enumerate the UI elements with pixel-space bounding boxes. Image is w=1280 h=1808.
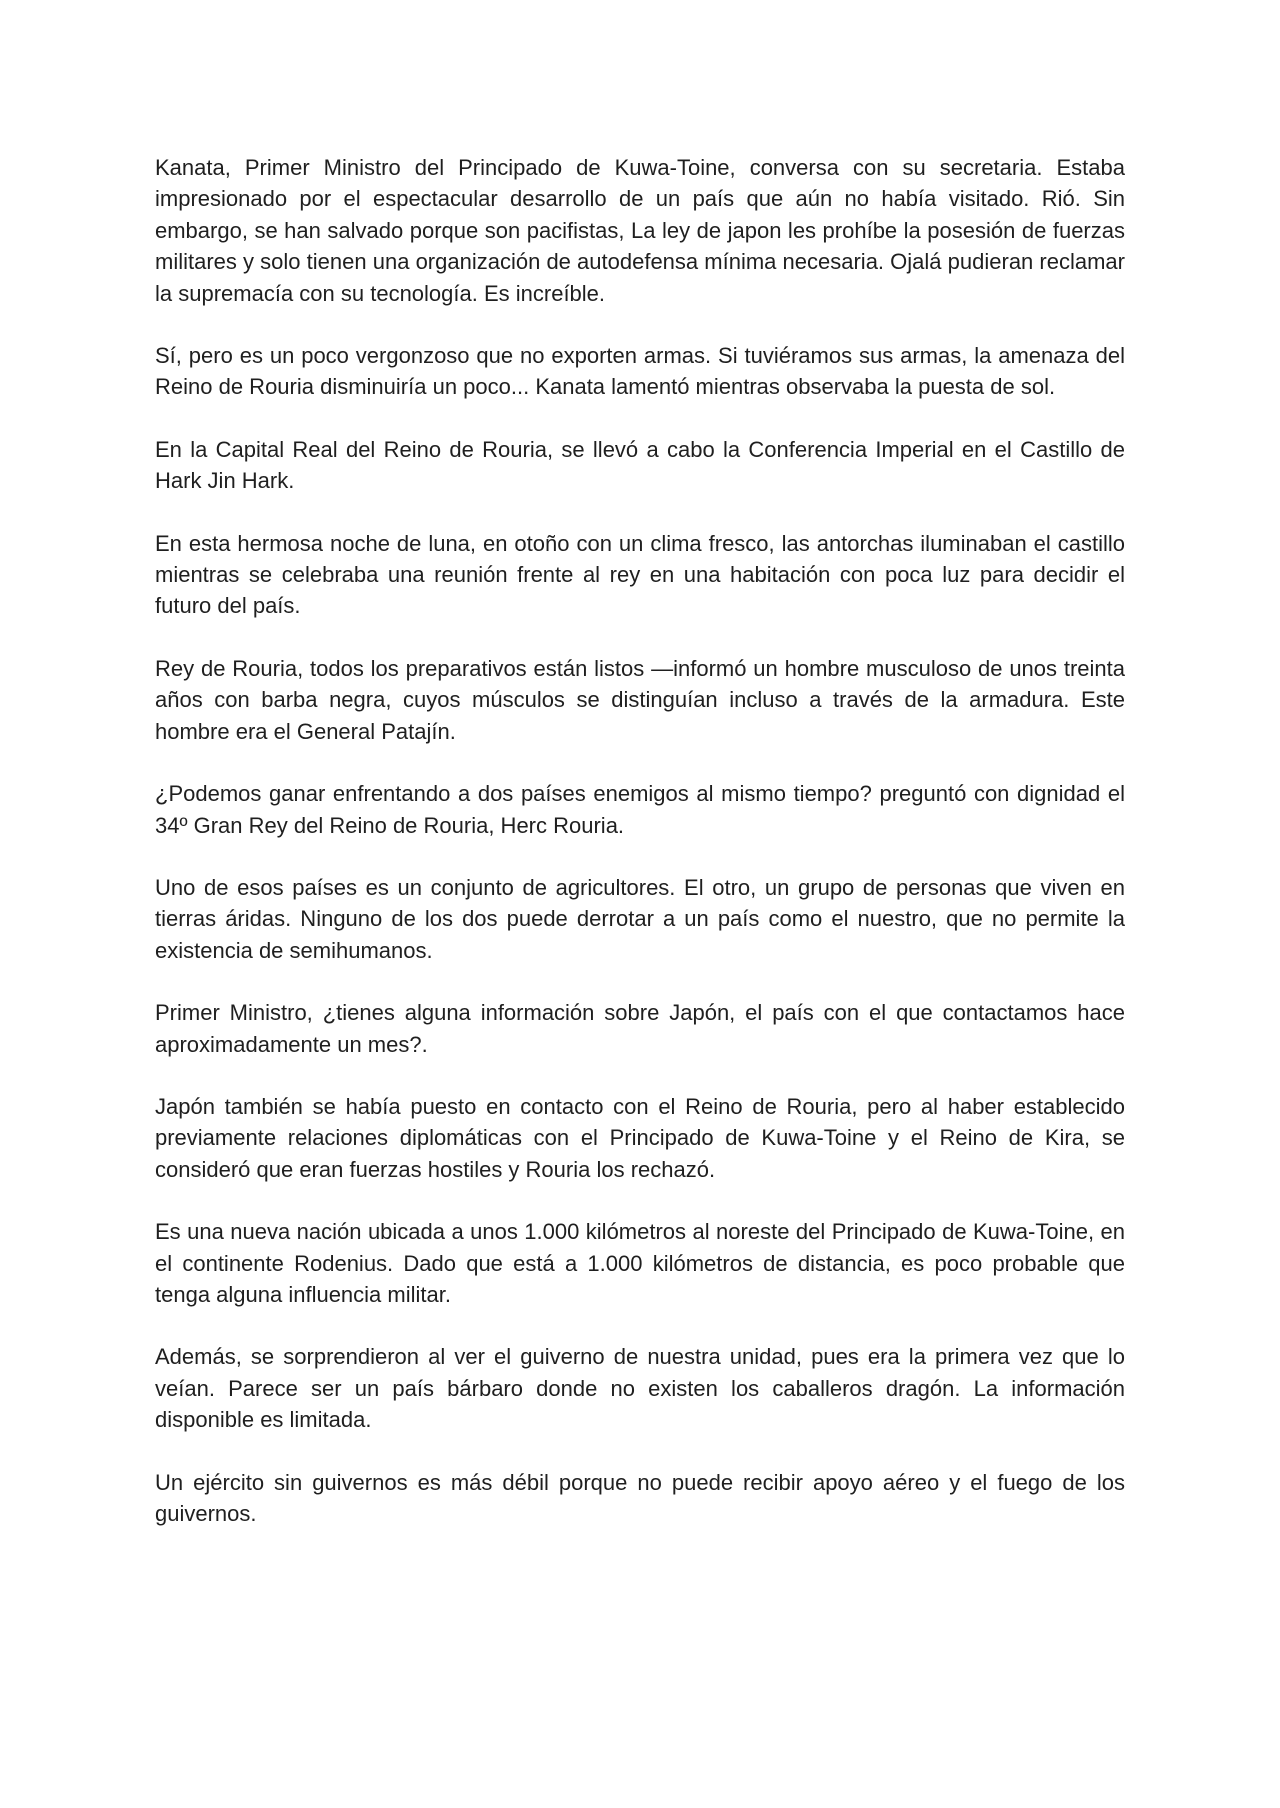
paragraph-2: Sí, pero es un poco vergonzoso que no exporten armas. Si tuviéramos sus armas, la amenaza del Reino de Rouria disminuiría un poco... Kanata lamentó mientras observaba la puesta de sol. xyxy=(155,343,1125,400)
paragraph-7: Uno de esos países es un conjunto de agricultores. El otro, un grupo de personas que viven en tierras áridas. Ninguno de los dos puede derrotar a un país como el nuestro, que no permite la existencia de semihumanos. xyxy=(155,874,1125,963)
paragraph-4: En esta hermosa noche de luna, en otoño con un clima fresco, las antorchas iluminaban el castillo mientras se celebraba una reunión frente al rey en una habitación con poca luz para decidir el futuro del país. xyxy=(155,530,1125,619)
document-page xyxy=(155,152,1125,1560)
paragraph-9: Japón también se había puesto en contacto con el Reino de Rouria, pero al haber establecido previamente relaciones diplomáticas con el Principado de Kuwa-Toine y el Reino de Kira, se consideró que eran fuerzas hostiles y Rouria los rechazó. xyxy=(155,1093,1125,1182)
paragraph-11: Además, se sorprendieron al ver el guiverno de nuestra unidad, pues era la primera vez que lo veían. Parece ser un país bárbaro donde no existen los caballeros dragón. La información disponible es limitada. xyxy=(155,1344,1125,1433)
paragraph-10: Es una nueva nación ubicada a unos 1.000 kilómetros al noreste del Principado de Kuwa-Toine, en el continente Rodenius. Dado que está a 1.000 kilómetros de distancia, es poco probable que tenga alguna influencia militar. xyxy=(155,1219,1125,1307)
paragraph-8: Primer Ministro, ¿tienes alguna información sobre Japón, el país con el que contactamos hace aproximadamente un mes?. xyxy=(155,1000,1125,1057)
paragraph-3: En la Capital Real del Reino de Rouria, se llevó a cabo la Conferencia Imperial en el Castillo de Hark Jin Hark. xyxy=(155,436,1125,494)
paragraph-12: Un ejército sin guivernos es más débil porque no puede recibir apoyo aéreo y el fuego de los guivernos. xyxy=(155,1469,1125,1526)
paragraph-6: ¿Podemos ganar enfrentando a dos países enemigos al mismo tiempo? preguntó con dignidad el 34º Gran Rey del Reino de Rouria, Herc Rouria. xyxy=(155,781,1125,838)
paragraph-5: Rey de Rouria, todos los preparativos están listos —informó un hombre musculoso de unos treinta años con barba negra, cuyos músculos se distinguían incluso a través de la armadura. Este hombre era el General Patajín. xyxy=(155,655,1125,744)
paragraph-1: Kanata, Primer Ministro del Principado de Kuwa-Toine, conversa con su secretaria. Estaba impresionado por el espectacular desarrollo de un país que aún no había visitado. Rió. Sin embargo, se han salvado porque son pacifistas, La ley de japon les prohíbe la posesión de fuerzas militares y solo tienen una organización de autodefensa mínima necesaria. Ojalá pudieran reclamar la supremacía con su tecnología. Es increíble. xyxy=(155,155,1125,306)
